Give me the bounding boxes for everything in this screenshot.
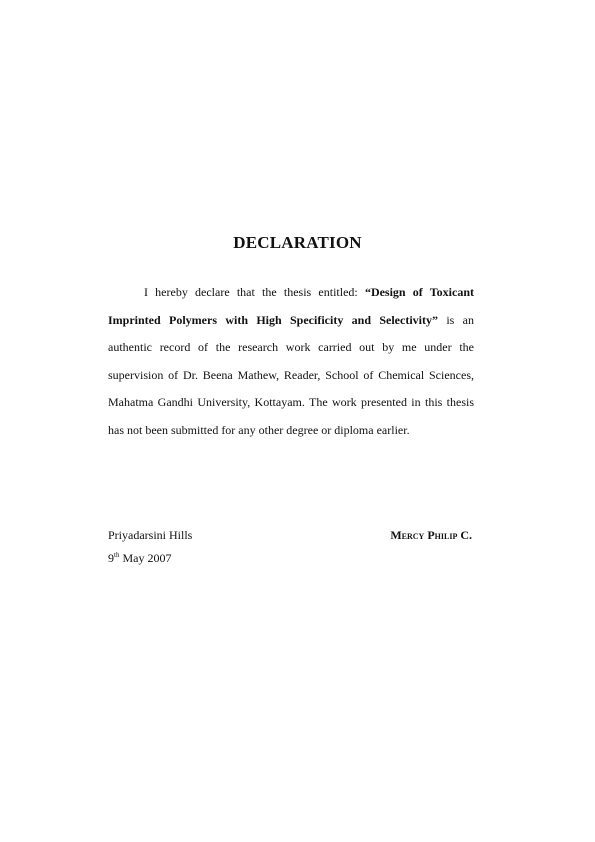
thesis-title: “Design of Toxicant Imprinted Polymers with High Specificity and Selectivity” [108,285,475,327]
date-line [108,548,171,568]
date-day: 9 [108,551,114,565]
place-line: Priyadarsini Hills [108,528,193,542]
declaration-statement: is an authentic record of the research work carried out by me under the supervision of Dr. Beena Mathew, Reader, School of Chemical Sciences, Mahatma Gandhi University, Kottayam. The work presented in this thesis has not been submitted for any other degree or diploma earlier. [108,312,474,437]
signatory-name: Mercy Philip C. [390,528,472,542]
date-month-year: May 2007 [119,551,172,565]
date-suffix: th [114,551,120,559]
declaration-intro: I hereby declare that the thesis entitled: [144,285,365,299]
declaration-body [108,279,474,445]
declaration-heading: DECLARATION [233,233,362,252]
